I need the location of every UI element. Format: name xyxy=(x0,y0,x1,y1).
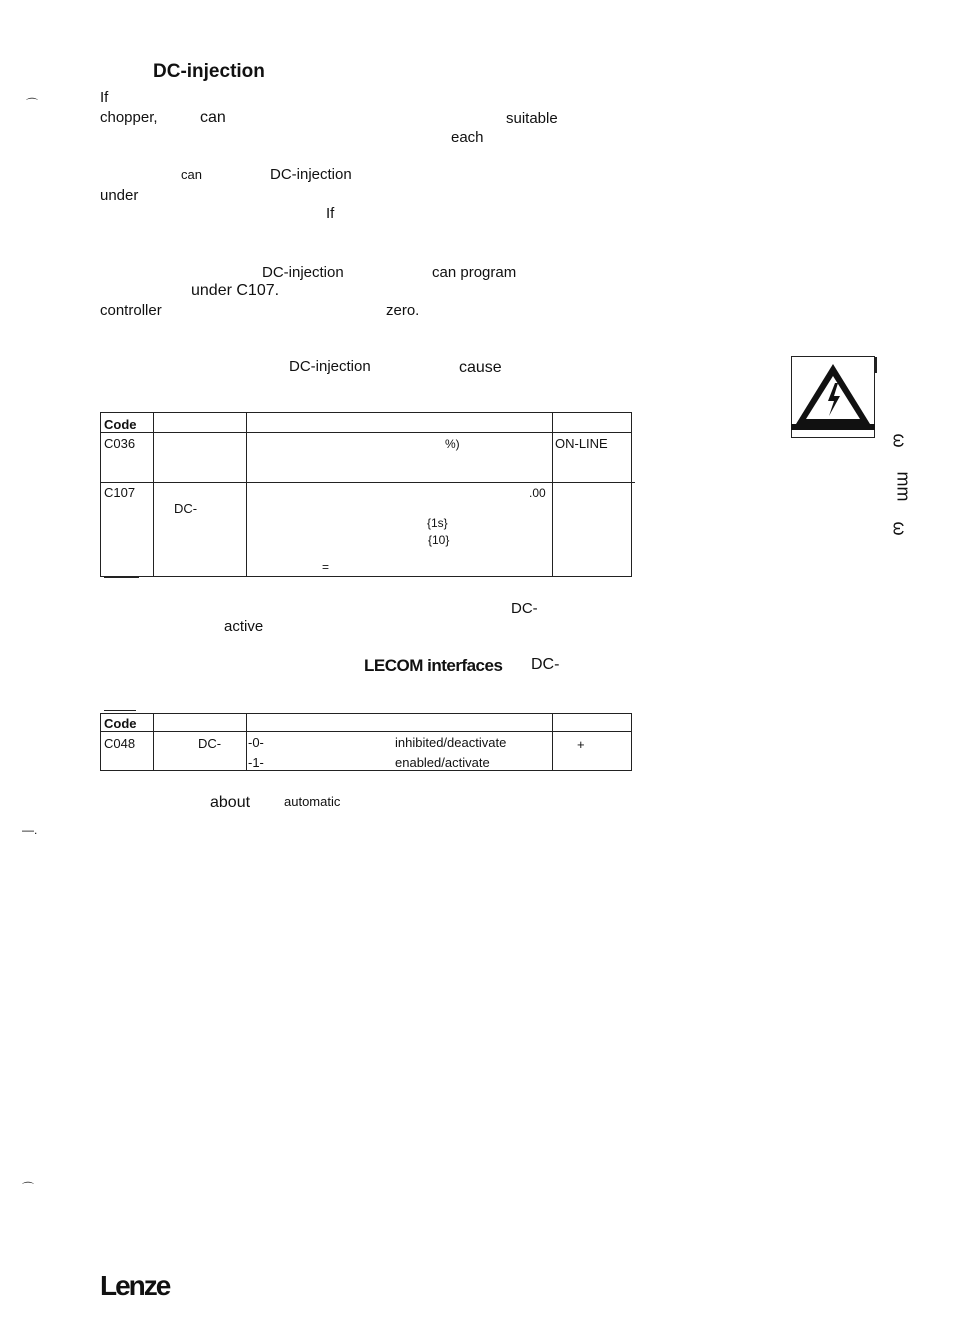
table-option-code: -0- xyxy=(248,735,264,750)
brand-logo: Lenze xyxy=(100,1270,170,1301)
table-cell: DC- xyxy=(198,736,222,751)
text-fragment: can xyxy=(200,109,226,126)
table-option-text: inhibited/deactivate xyxy=(395,735,507,750)
text-fragment: under C107. xyxy=(191,282,280,299)
text-fragment: controller xyxy=(100,302,162,319)
text-fragment: suitable xyxy=(506,110,558,127)
margin-mark: ⌒ xyxy=(26,97,39,111)
table-cell-mode: ON-LINE xyxy=(555,436,608,451)
text-fragment: can xyxy=(181,167,202,182)
text-fragment: DC-injection xyxy=(270,166,352,183)
margin-mark: —. xyxy=(22,823,38,837)
table-header-code: Code xyxy=(104,716,137,731)
table-cell-code: C048 xyxy=(104,736,136,751)
text-fragment: DC-injection xyxy=(262,264,344,281)
text-fragment: about xyxy=(210,794,251,811)
table-cell: %) xyxy=(445,437,460,451)
text-fragment: cause xyxy=(459,359,502,376)
table-option-code: -1- xyxy=(248,755,264,770)
table-cell: = xyxy=(322,560,330,574)
table-cell: .00 xyxy=(529,486,546,500)
side-char: mm xyxy=(893,471,914,502)
table-overline xyxy=(104,710,136,711)
table-cell: DC- xyxy=(174,501,198,516)
table-option-text: enabled/activate xyxy=(395,755,490,770)
side-char: ω xyxy=(889,521,910,536)
table-cell-flag: + xyxy=(577,737,585,752)
table-cell-code: C036 xyxy=(104,436,136,451)
text-fragment: active xyxy=(224,618,264,635)
table-cell: {10} xyxy=(428,533,450,547)
table-cell: {1s} xyxy=(427,516,448,530)
table-underline xyxy=(104,577,139,578)
text-fragment: chopper, xyxy=(100,109,158,126)
text-fragment: automatic xyxy=(284,794,341,809)
margin-mark: ⌒ xyxy=(22,1181,35,1195)
section-heading: DC-injection xyxy=(153,61,265,82)
warning-tick xyxy=(875,357,877,373)
text-fragment: DC- xyxy=(511,600,538,617)
text-fragment: LECOM interfaces xyxy=(364,656,503,675)
text-fragment: each xyxy=(451,129,484,146)
text-fragment: DC- xyxy=(531,656,560,673)
parameter-table-1 xyxy=(100,412,632,577)
text-fragment: If xyxy=(326,205,335,222)
parameter-table-2 xyxy=(100,713,632,771)
text-fragment: If xyxy=(100,89,109,106)
table-header-code: Code xyxy=(104,417,137,432)
warning-icon xyxy=(791,356,875,438)
table-cell-code: C107 xyxy=(104,485,136,500)
text-fragment: DC-injection xyxy=(289,358,371,375)
text-fragment: zero. xyxy=(386,302,420,319)
text-fragment: can program xyxy=(432,264,517,281)
side-char: ω xyxy=(889,433,910,448)
text-fragment: under xyxy=(100,187,139,204)
